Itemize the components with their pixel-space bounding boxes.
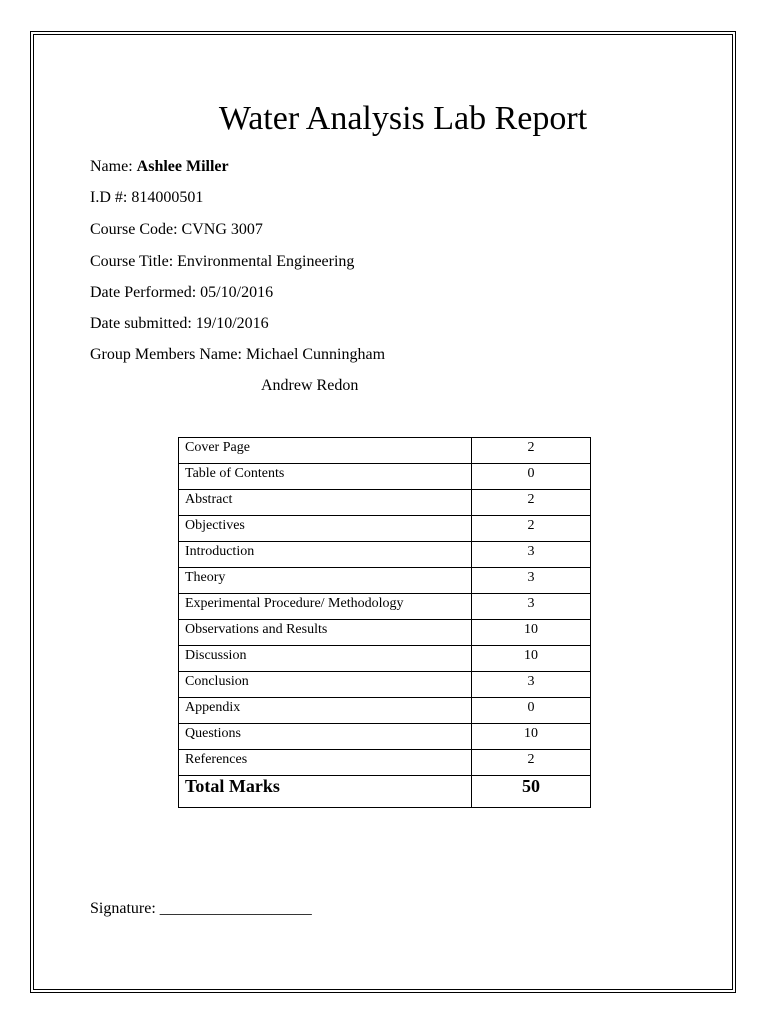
section-cell: Conclusion <box>179 672 472 698</box>
section-cell: Abstract <box>179 490 472 516</box>
id-line: I.D #: 814000501 <box>90 189 204 206</box>
table-row <box>179 464 591 490</box>
table-row <box>179 698 591 724</box>
section-cell: Appendix <box>179 698 472 724</box>
marks-cell: 2 <box>472 750 591 776</box>
marks-cell: 3 <box>472 542 591 568</box>
group-members-line: Group Members Name: Michael Cunningham <box>90 346 386 363</box>
section-cell: Observations and Results <box>179 620 472 646</box>
table-row <box>179 620 591 646</box>
section-cell: Questions <box>179 724 472 750</box>
table-row <box>179 646 591 672</box>
marks-cell: 3 <box>472 594 591 620</box>
marks-cell: 2 <box>472 438 591 464</box>
table-row <box>179 594 591 620</box>
table-row <box>179 542 591 568</box>
date-performed-line: Date Performed: 05/10/2016 <box>90 284 274 301</box>
course-code-line: Course Code: CVNG 3007 <box>90 221 263 238</box>
report-title: Water Analysis Lab Report <box>218 100 588 137</box>
section-cell: Cover Page <box>179 438 472 464</box>
marks-table-body <box>179 438 591 808</box>
section-cell: References <box>179 750 472 776</box>
marks-cell: 10 <box>472 646 591 672</box>
table-row <box>179 568 591 594</box>
section-cell: Introduction <box>179 542 472 568</box>
marks-cell: 3 <box>472 672 591 698</box>
marks-cell: 2 <box>472 516 591 542</box>
total-value: 50 <box>472 776 591 808</box>
signature-line: Signature: ___________________ <box>90 900 312 917</box>
group-member-2: Andrew Redon <box>261 377 359 394</box>
marks-cell: 10 <box>472 620 591 646</box>
section-cell: Table of Contents <box>179 464 472 490</box>
section-cell: Discussion <box>179 646 472 672</box>
section-cell: Objectives <box>179 516 472 542</box>
name-label: Name: <box>90 158 137 175</box>
marks-cell: 2 <box>472 490 591 516</box>
marks-cell: 0 <box>472 698 591 724</box>
marks-table <box>178 437 591 808</box>
date-submitted-line: Date submitted: 19/10/2016 <box>90 315 269 332</box>
marks-cell: 0 <box>472 464 591 490</box>
name-line <box>90 157 229 177</box>
table-row <box>179 724 591 750</box>
table-row <box>179 516 591 542</box>
course-title-line: Course Title: Environmental Engineering <box>90 253 355 270</box>
table-row <box>179 490 591 516</box>
marks-cell: 10 <box>472 724 591 750</box>
total-row <box>179 776 591 808</box>
table-row <box>179 672 591 698</box>
student-name: Ashlee Miller <box>136 158 229 175</box>
marks-cell: 3 <box>472 568 591 594</box>
section-cell: Experimental Procedure/ Methodology <box>179 594 472 620</box>
table-row <box>179 438 591 464</box>
total-label: Total Marks <box>179 776 472 808</box>
section-cell: Theory <box>179 568 472 594</box>
table-row <box>179 750 591 776</box>
